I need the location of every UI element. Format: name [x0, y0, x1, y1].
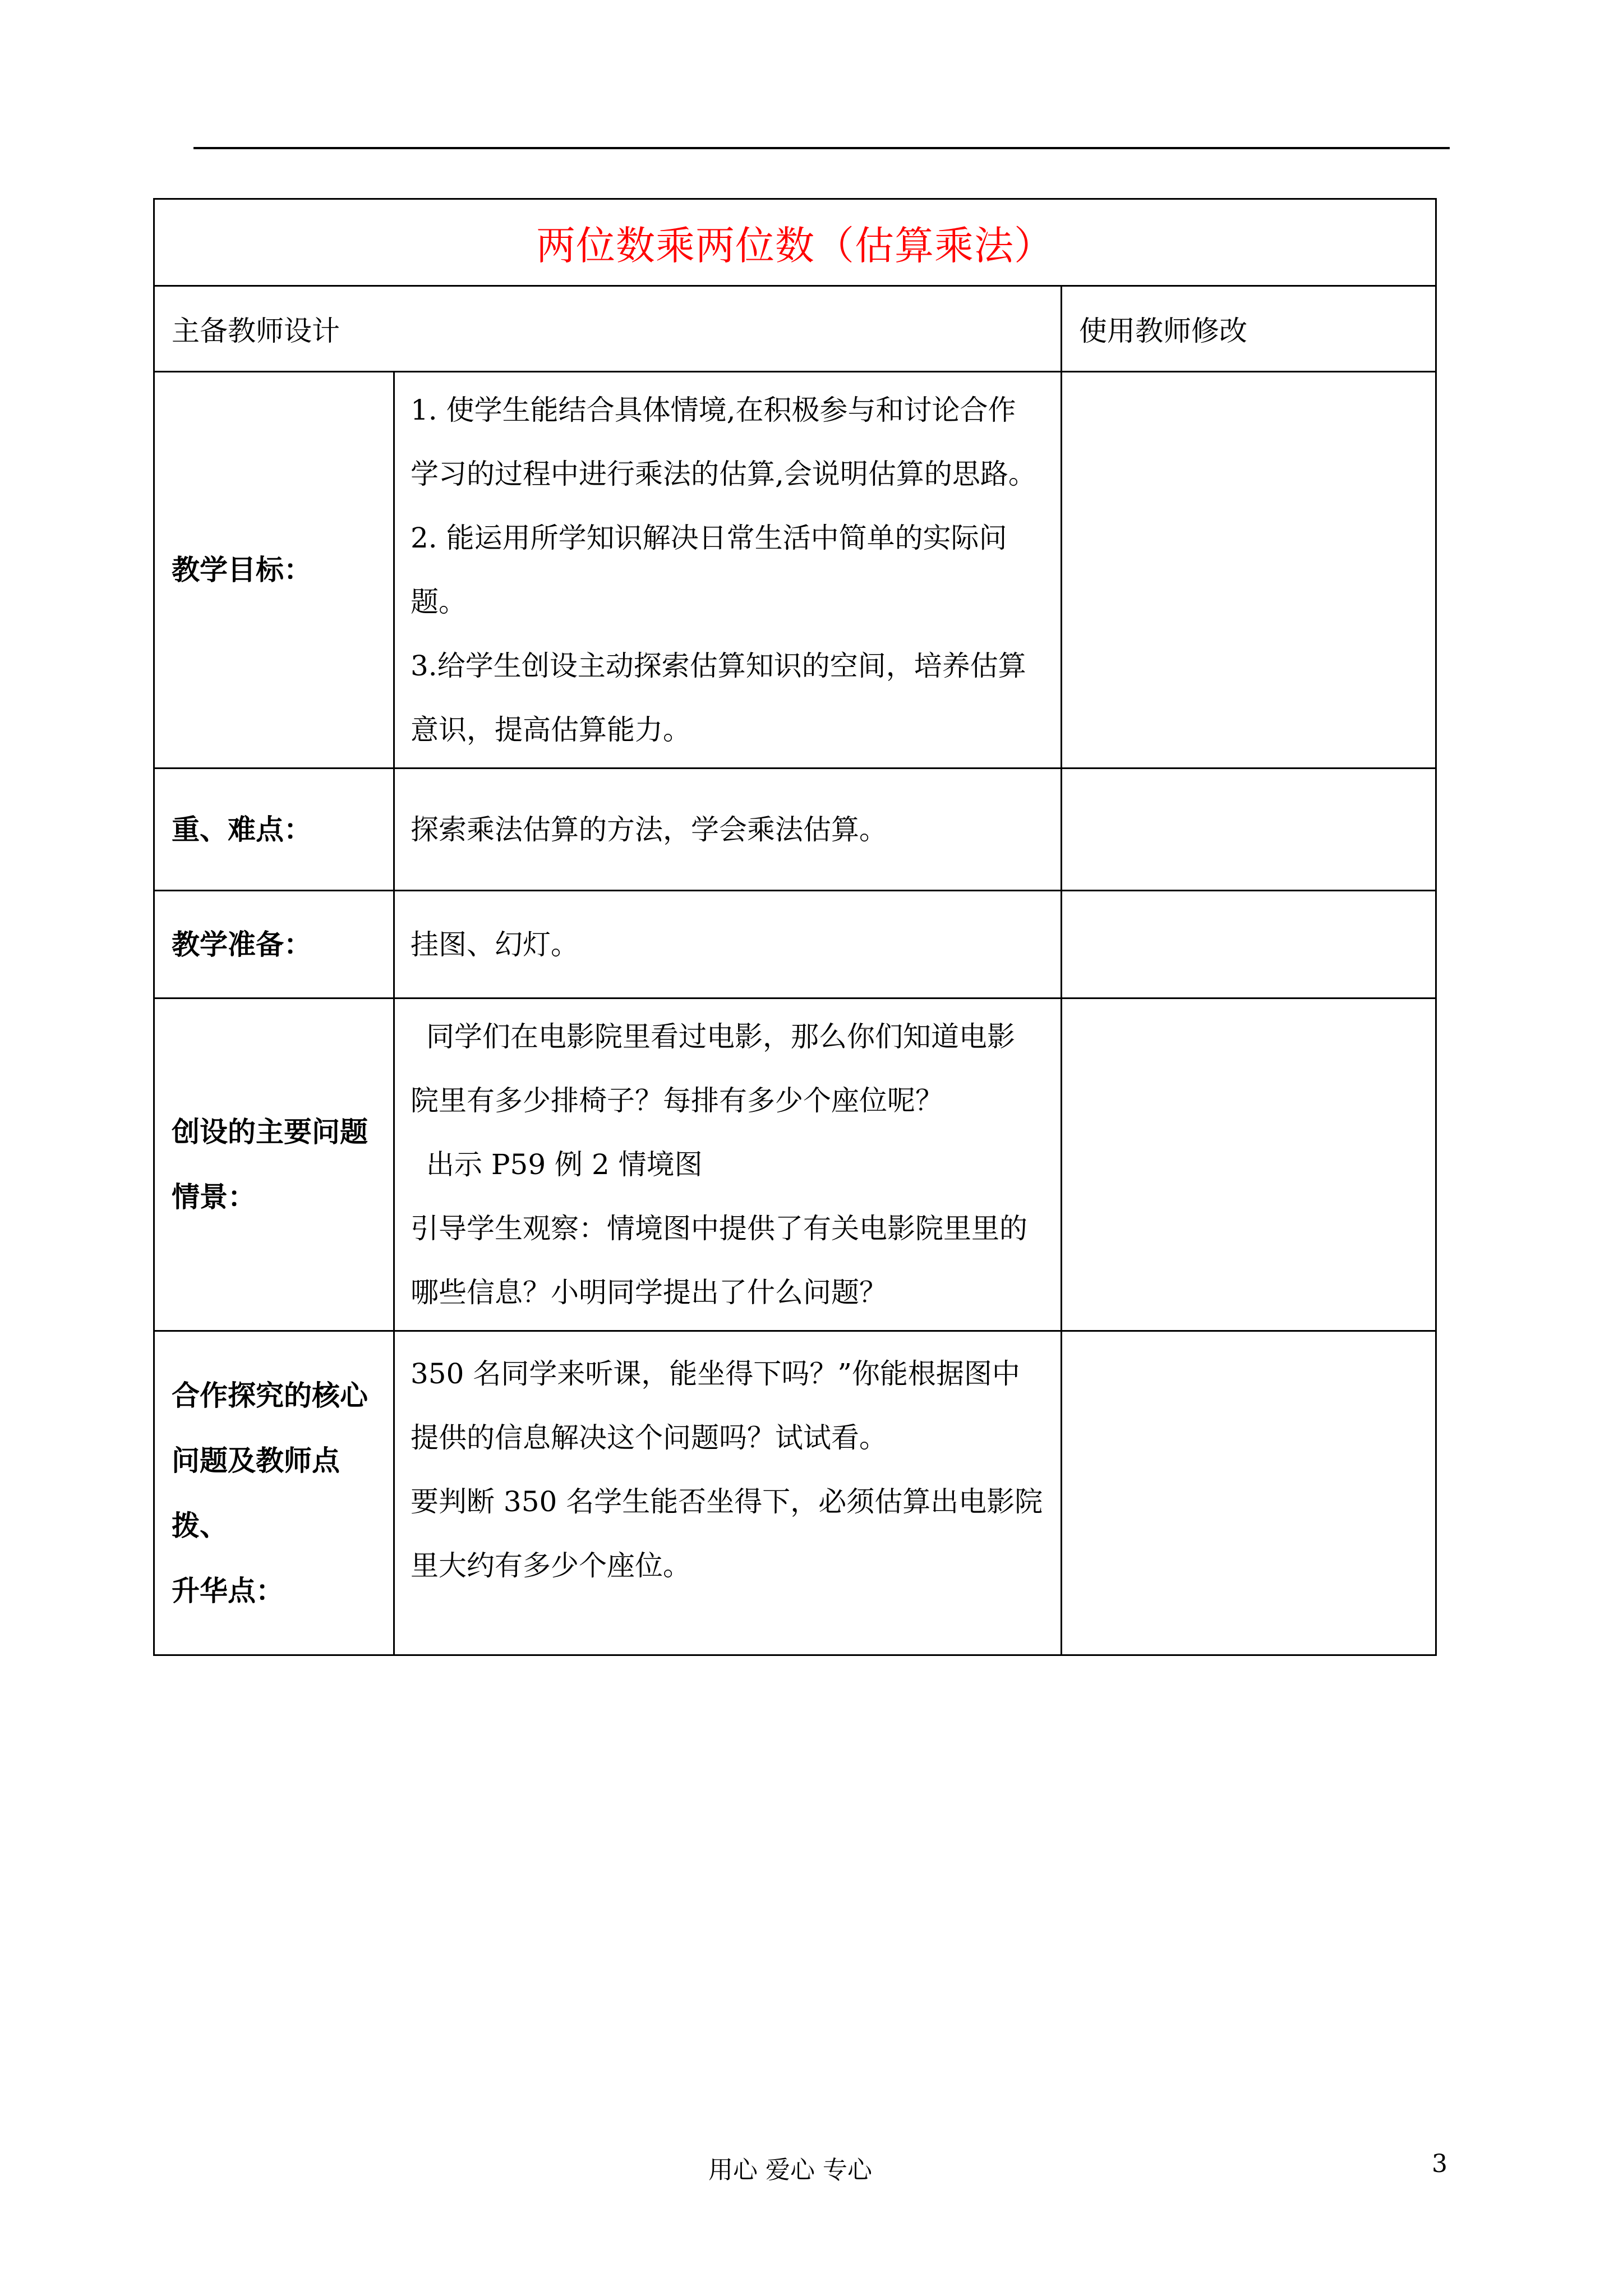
content-line: 引导学生观察：情境图中提供了有关电影院里里的 [411, 1212, 1027, 1245]
row-label [154, 769, 394, 891]
content-line: 出示 P59 例 2 情境图 [426, 1148, 703, 1181]
revision-cell [1062, 769, 1436, 891]
lesson-title: 两位数乘两位数（估算乘法） [154, 199, 1436, 286]
content-line: 350 名同学来听课，能坐得下吗？”你能根据图中 [411, 1358, 1020, 1390]
row-content [394, 769, 1062, 891]
page-number: 3 [1432, 2150, 1447, 2178]
label-line: 重、难点： [172, 812, 312, 846]
revision-cell [1062, 1331, 1436, 1655]
row-label [154, 999, 394, 1331]
row-content [394, 1331, 1062, 1655]
content-line: 意识，提高估算能力。 [411, 714, 691, 746]
content-line: 提供的信息解决这个问题吗？试试看。 [411, 1421, 887, 1454]
label-line: 教学准备： [172, 927, 312, 961]
content-line: 哪些信息？小明同学提出了什么问题？ [411, 1276, 887, 1309]
title-row [154, 199, 1436, 286]
revision-cell [1062, 999, 1436, 1331]
label-line: 教学目标： [172, 553, 312, 586]
row-label [154, 891, 394, 999]
header-rule [193, 147, 1450, 149]
row-content [394, 999, 1062, 1331]
lesson-plan-table [153, 198, 1437, 1656]
label-line: 问题及教师点拨、 [172, 1443, 340, 1542]
header-teacher-revision: 使用教师修改 [1062, 286, 1436, 372]
label-line: 情景： [172, 1180, 256, 1213]
revision-cell [1062, 891, 1436, 999]
row-label [154, 372, 394, 769]
row-content [394, 891, 1062, 999]
row-key-difficult-points [154, 769, 1436, 891]
content-line: 院里有多少排椅子？每排有多少个座位呢？ [411, 1084, 943, 1117]
content-line: 2. 能运用所学知识解决日常生活中简单的实际问 [411, 522, 1007, 554]
row-teaching-preparation [154, 891, 1436, 999]
content-line: 挂图、幻灯。 [411, 928, 579, 961]
label-line: 升华点： [172, 1573, 284, 1607]
content-line: 学习的过程中进行乘法的估算,会说明估算的思路。 [411, 458, 1036, 490]
content-line: 里大约有多少个座位。 [411, 1549, 691, 1582]
revision-cell [1062, 372, 1436, 769]
row-label [154, 1331, 394, 1655]
row-core-questions [154, 1331, 1436, 1655]
label-line: 合作探究的核心 [172, 1378, 368, 1412]
row-content [394, 372, 1062, 769]
content-line: 题。 [411, 586, 467, 618]
content-line: 要判断 350 名学生能否坐得下，必须估算出电影院 [411, 1485, 1043, 1518]
content-line: 1. 使学生能结合具体情境,在积极参与和讨论合作 [411, 394, 1016, 426]
header-row [154, 286, 1436, 372]
label-line: 创设的主要问题 [172, 1115, 368, 1148]
content-line: 3.给学生创设主动探索估算知识的空间，培养估算 [411, 650, 1026, 682]
footer-motto: 用心 爱心 专心 [708, 2156, 872, 2184]
row-teaching-objectives [154, 372, 1436, 769]
header-main-teacher-design: 主备教师设计 [154, 286, 1062, 372]
content-line: 同学们在电影院里看过电影，那么你们知道电影 [426, 1020, 1015, 1053]
row-problem-scenario [154, 999, 1436, 1331]
content-line: 探索乘法估算的方法，学会乘法估算。 [411, 813, 887, 846]
